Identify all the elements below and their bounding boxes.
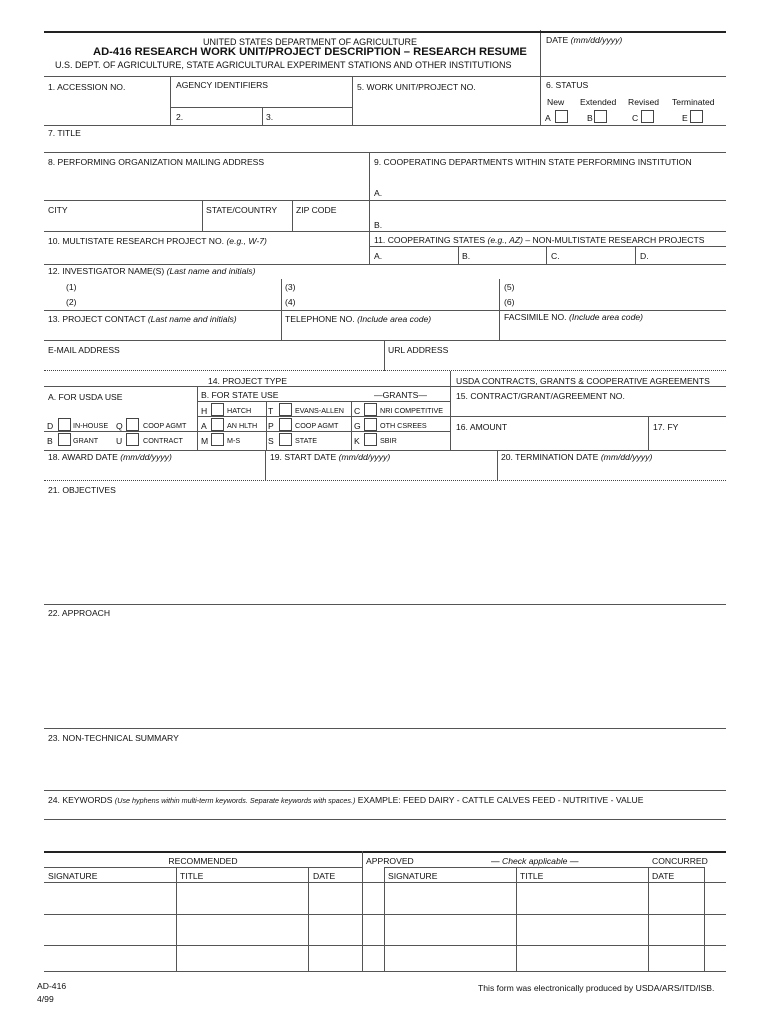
multistate-project-hint: (e.g., W-7) (226, 236, 267, 246)
status-extended-label: Extended (580, 97, 617, 107)
usda-q-letter: Q (116, 421, 123, 431)
investigator-2-slot[interactable]: (2) (66, 297, 77, 307)
title-label: 7. TITLE (48, 128, 81, 138)
objectives-label: 21. OBJECTIVES (48, 485, 116, 495)
zip-code-label: ZIP CODE (296, 205, 337, 215)
approved-heading: APPROVED (366, 856, 414, 866)
multistate-project-label: 10. MULTISTATE RESEARCH PROJECT NO. (48, 236, 225, 246)
date-hint: (mm/dd/yyyy) (570, 35, 623, 45)
coop-states-suffix: – NON-MULTISTATE RESEARCH PROJECTS (525, 235, 705, 245)
form-subtitle: U.S. DEPT. OF AGRICULTURE, STATE AGRICULTURAL EXPERIMENT STATIONS AND OTHER INSTITUTIONS (55, 60, 512, 70)
state-h-letter: H (201, 406, 208, 416)
status-extended-checkbox[interactable] (594, 110, 607, 123)
an-hlth-checkbox[interactable] (211, 418, 224, 431)
m-s-label: M-S (227, 436, 241, 445)
mailing-address-label: 8. PERFORMING ORGANIZATION MAILING ADDRESS (48, 157, 265, 167)
amount-label: 16. AMOUNT (456, 422, 508, 432)
oth-csrees-checkbox[interactable] (364, 418, 377, 431)
facsimile-label: FACSIMILE NO. (504, 312, 567, 322)
facsimile-hint: (Include area code) (568, 312, 643, 322)
form-revision: 4/99 (37, 994, 54, 1004)
status-new-label: New (547, 97, 565, 107)
state-t-letter: T (268, 406, 274, 416)
email-address-label: E-MAIL ADDRESS (48, 345, 120, 355)
agency-id-3-label: 3. (266, 112, 274, 122)
hatch-checkbox[interactable] (211, 403, 224, 416)
start-date-field[interactable] (270, 452, 390, 462)
coop-dept-a-label: A. (374, 188, 383, 198)
usda-grant-label: GRANT (73, 436, 99, 445)
date-label: DATE (546, 35, 569, 45)
accession-no-label: 1. ACCESSION NO. (48, 82, 126, 92)
hatch-label: HATCH (227, 406, 252, 415)
evans-allen-checkbox[interactable] (279, 403, 292, 416)
agency-id-2-label: 2. (176, 112, 184, 122)
approved-signature-label: SIGNATURE (388, 871, 438, 881)
status-label: 6. STATUS (546, 80, 589, 90)
recommended-signature-cell-2[interactable] (44, 915, 176, 945)
usda-b-letter: B (47, 436, 53, 446)
department-name: UNITED STATES DEPARTMENT OF AGRICULTURE (203, 37, 418, 47)
status-e-letter: E (682, 113, 688, 123)
investigator-names-label: 12. INVESTIGATOR NAME(S) (48, 266, 165, 276)
recommended-title-label: TITLE (180, 871, 204, 881)
oth-csrees-label: OTH CSREES (380, 421, 427, 430)
state-s-letter: S (268, 436, 274, 446)
coop-state-b-label: B. (462, 251, 471, 261)
date-field[interactable] (546, 35, 622, 45)
investigator-3-slot[interactable]: (3) (285, 282, 296, 292)
cooperating-states-field[interactable] (374, 235, 704, 245)
coop-state-a-label: A. (374, 251, 383, 261)
termination-date-hint: (mm/dd/yyyy) (600, 452, 653, 462)
check-applicable-note: — Check applicable — (491, 856, 579, 866)
facsimile-field[interactable] (504, 312, 643, 322)
usda-contract-checkbox[interactable] (126, 433, 139, 446)
telephone-hint: (Include area code) (357, 314, 432, 324)
coop-dept-b-label: B. (374, 220, 383, 230)
approved-title-label: TITLE (520, 871, 544, 881)
usda-coop-agmt-checkbox[interactable] (126, 418, 139, 431)
nri-competitive-checkbox[interactable] (364, 403, 377, 416)
sbir-checkbox[interactable] (364, 433, 377, 446)
award-date-hint: (mm/dd/yyyy) (120, 452, 172, 462)
recommended-signature-cell-1[interactable] (44, 883, 176, 913)
investigator-names-hint: (Last name and initials) (166, 266, 256, 276)
city-label: CITY (48, 205, 68, 215)
state-a-letter: A (201, 421, 207, 431)
investigator-1-slot[interactable]: (1) (66, 282, 77, 292)
approved-signature-cell-1[interactable] (384, 883, 516, 913)
status-new-checkbox[interactable] (555, 110, 568, 123)
coop-states-label: 11. COOPERATING STATES (374, 235, 486, 245)
grants-c-letter: C (354, 406, 361, 416)
approved-signature-cell-2[interactable] (384, 915, 516, 945)
coop-state-c-label: C. (551, 251, 560, 261)
status-terminated-checkbox[interactable] (690, 110, 703, 123)
keywords-label: 24. KEYWORDS (48, 795, 113, 805)
an-hlth-label: AN HLTH (227, 421, 258, 430)
state-coop-agmt-label: COOP AGMT (295, 421, 339, 430)
coop-state-d-label: D. (640, 251, 649, 261)
investigator-names-field[interactable] (48, 266, 255, 276)
award-date-label: 18. AWARD DATE (48, 452, 118, 462)
form-title: AD-416 RESEARCH WORK UNIT/PROJECT DESCRIPTION – RESEARCH RESUME (93, 46, 527, 58)
approved-date-label: DATE (652, 871, 675, 881)
usda-u-letter: U (116, 436, 123, 446)
usda-use-label: A. FOR USDA USE (48, 392, 123, 402)
contract-number-label: 15. CONTRACT/GRANT/AGREEMENT NO. (456, 391, 625, 401)
status-revised-checkbox[interactable] (641, 110, 654, 123)
usda-in-house-checkbox[interactable] (58, 418, 71, 431)
recommended-date-label: DATE (313, 871, 336, 881)
grants-g-letter: G (354, 421, 361, 431)
status-revised-label: Revised (628, 97, 660, 107)
concurred-heading: CONCURRED (652, 856, 708, 866)
produced-by-note: This form was electronically produced by USDA/ARS/ITD/ISB. (478, 983, 715, 993)
investigator-6-slot[interactable]: (6) (504, 297, 515, 307)
sbir-label: SBIR (380, 436, 397, 445)
state-coop-agmt-checkbox[interactable] (279, 418, 292, 431)
agency-identifiers-label: AGENCY IDENTIFIERS (176, 80, 269, 90)
state-p-letter: P (268, 421, 274, 431)
nri-competitive-label: NRI COMPETITIVE (380, 406, 444, 415)
project-contact-field[interactable] (48, 314, 237, 324)
project-type-title: 14. PROJECT TYPE (208, 376, 287, 386)
termination-date-field[interactable] (501, 452, 652, 462)
fiscal-year-label: 17. FY (653, 422, 679, 432)
usda-contract-label: CONTRACT (143, 436, 183, 445)
keywords-example: EXAMPLE: FEED DAIRY - CATTLE CALVES FEED - NUTRITIVE - VALUE (357, 795, 644, 805)
grants-k-letter: K (354, 436, 360, 446)
keywords-field[interactable] (48, 795, 643, 805)
approach-label: 22. APPROACH (48, 608, 111, 618)
state-m-letter: M (201, 436, 209, 446)
status-b-letter: B (587, 113, 593, 123)
recommended-heading: RECOMMENDED (168, 856, 238, 866)
form-number: AD-416 (37, 981, 67, 991)
grants-label: —GRANTS— (374, 390, 427, 400)
recommended-signature-label: SIGNATURE (48, 871, 98, 881)
state-label: STATE (295, 436, 318, 445)
award-date-field[interactable] (48, 452, 172, 462)
project-contact-label: 13. PROJECT CONTACT (48, 314, 146, 324)
start-date-label: 19. START DATE (270, 452, 337, 462)
coop-states-hint: (e.g., AZ) (487, 235, 523, 245)
investigator-4-slot[interactable]: (4) (285, 297, 296, 307)
start-date-hint: (mm/dd/yyyy) (338, 452, 391, 462)
usda-grant-checkbox[interactable] (58, 433, 71, 446)
work-unit-no-label: 5. WORK UNIT/PROJECT NO. (357, 82, 476, 92)
multistate-project-field[interactable] (48, 236, 267, 246)
contracts-title: USDA CONTRACTS, GRANTS & COOPERATIVE AGREEMENTS (456, 376, 710, 386)
status-a-letter: A (545, 113, 551, 123)
status-c-letter: C (632, 113, 639, 123)
evans-allen-label: EVANS-ALLEN (295, 406, 344, 415)
usda-in-house-label: IN-HOUSE (73, 421, 109, 430)
cooperating-departments-label: 9. COOPERATING DEPARTMENTS WITHIN STATE PERFORMING INSTITUTION (374, 157, 692, 167)
usda-coop-agmt-label: COOP AGMT (143, 421, 187, 430)
state-country-label: STATE/COUNTRY (206, 205, 278, 215)
keywords-hint: (Use hyphens within multi-term keywords. Separate keywords with spaces.) (114, 796, 356, 805)
status-terminated-label: Terminated (672, 97, 715, 107)
project-contact-hint: (Last name and initials) (147, 314, 237, 324)
telephone-field[interactable] (285, 314, 431, 324)
non-technical-summary-label: 23. NON-TECHNICAL SUMMARY (48, 733, 179, 743)
telephone-label: TELEPHONE NO. (285, 314, 355, 324)
m-s-checkbox[interactable] (211, 433, 224, 446)
termination-date-label: 20. TERMINATION DATE (501, 452, 599, 462)
url-address-label: URL ADDRESS (388, 345, 449, 355)
investigator-5-slot[interactable]: (5) (504, 282, 515, 292)
state-checkbox[interactable] (279, 433, 292, 446)
state-use-label: B. FOR STATE USE (201, 390, 279, 400)
usda-d-letter: D (47, 421, 54, 431)
